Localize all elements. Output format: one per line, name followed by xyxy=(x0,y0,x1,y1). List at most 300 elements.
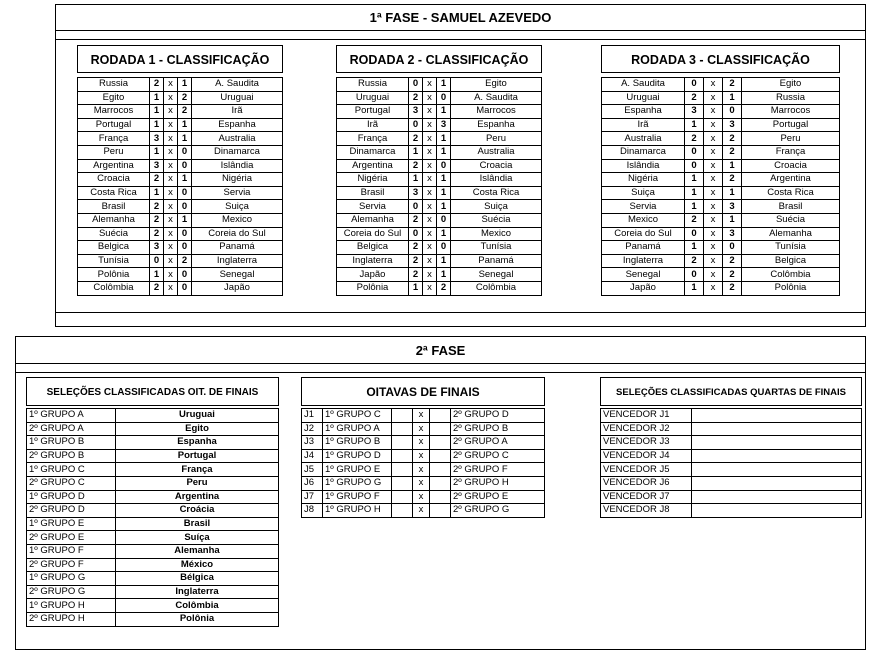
round-title: RODADA 2 - CLASSIFICAÇÃO xyxy=(336,45,542,73)
home-slot: 1º GRUPO F xyxy=(323,490,392,504)
group-position: 1º GRUPO D xyxy=(27,490,116,504)
home-score-empty xyxy=(392,476,413,490)
home-team: Alemanha xyxy=(337,213,409,227)
match-row xyxy=(337,200,542,214)
match-row xyxy=(602,213,840,227)
match-row xyxy=(337,241,542,255)
away-team: Espanha xyxy=(451,118,542,132)
home-score-empty xyxy=(392,490,413,504)
group-position: 2º GRUPO H xyxy=(27,612,116,626)
away-team: Colômbia xyxy=(742,268,840,282)
away-score: 2 xyxy=(723,132,742,146)
fase2-panel xyxy=(15,336,866,650)
away-score: 0 xyxy=(437,213,451,227)
winner-label: VENCEDOR J7 xyxy=(601,490,692,504)
classificadas-oitavas-table xyxy=(26,408,279,627)
home-team: Belgica xyxy=(78,241,150,255)
home-score: 0 xyxy=(409,118,423,132)
qualified-row xyxy=(27,463,279,477)
versus-mark: x xyxy=(704,227,723,241)
match-row xyxy=(78,227,283,241)
match-row xyxy=(337,132,542,146)
versus-mark: x xyxy=(704,186,723,200)
home-score: 3 xyxy=(150,241,164,255)
match-id: J3 xyxy=(302,436,323,450)
away-score-empty xyxy=(430,449,451,463)
away-team: Colômbia xyxy=(451,281,542,295)
quarterfinal-row xyxy=(601,490,862,504)
away-team: Panamá xyxy=(451,254,542,268)
home-team: Coreia do Sul xyxy=(602,227,685,241)
qualified-row xyxy=(27,476,279,490)
match-row xyxy=(602,159,840,173)
away-score-empty xyxy=(430,476,451,490)
away-score: 1 xyxy=(437,186,451,200)
home-team: Uruguai xyxy=(602,91,685,105)
home-score: 1 xyxy=(409,281,423,295)
away-score: 1 xyxy=(437,227,451,241)
home-score: 0 xyxy=(685,227,704,241)
round-of-16-row xyxy=(302,490,545,504)
home-score: 3 xyxy=(409,105,423,119)
away-score-empty xyxy=(430,490,451,504)
match-row xyxy=(337,159,542,173)
home-score: 2 xyxy=(409,91,423,105)
versus-mark: x xyxy=(423,173,437,187)
versus-mark: x xyxy=(704,105,723,119)
versus-mark: x xyxy=(423,132,437,146)
home-score-empty xyxy=(392,422,413,436)
qualified-row xyxy=(27,504,279,518)
versus-mark: x xyxy=(423,159,437,173)
home-team: Dinamarca xyxy=(602,145,685,159)
match-row xyxy=(337,105,542,119)
group-position: 2º GRUPO C xyxy=(27,476,116,490)
away-score: 2 xyxy=(723,173,742,187)
away-score: 3 xyxy=(437,118,451,132)
home-score-empty xyxy=(392,463,413,477)
match-row xyxy=(602,145,840,159)
versus-mark: x xyxy=(423,227,437,241)
round-of-16-row xyxy=(302,436,545,450)
winner-label: VENCEDOR J5 xyxy=(601,463,692,477)
match-row xyxy=(602,105,840,119)
classificadas-oitavas xyxy=(26,377,279,627)
away-score: 0 xyxy=(723,241,742,255)
versus-mark: x xyxy=(164,241,178,255)
away-score: 0 xyxy=(178,268,192,282)
away-team: Australia xyxy=(451,145,542,159)
group-position: 1º GRUPO F xyxy=(27,544,116,558)
home-score-empty xyxy=(392,436,413,450)
versus-mark: x xyxy=(423,118,437,132)
home-score: 1 xyxy=(150,118,164,132)
home-slot: 1º GRUPO C xyxy=(323,409,392,423)
match-row xyxy=(78,186,283,200)
winner-label: VENCEDOR J6 xyxy=(601,476,692,490)
winner-team-empty xyxy=(692,409,862,423)
away-team: Japão xyxy=(192,281,283,295)
match-row xyxy=(78,145,283,159)
away-team: Peru xyxy=(451,132,542,146)
home-score: 2 xyxy=(685,254,704,268)
qualified-team: França xyxy=(116,463,279,477)
match-row xyxy=(78,159,283,173)
quarterfinal-row xyxy=(601,422,862,436)
match-id: J1 xyxy=(302,409,323,423)
away-team: Islândia xyxy=(451,173,542,187)
away-score-empty xyxy=(430,409,451,423)
home-slot: 1º GRUPO H xyxy=(323,504,392,518)
away-slot: 2º GRUPO C xyxy=(451,449,545,463)
away-team: Dinamarca xyxy=(192,145,283,159)
qualified-row xyxy=(27,409,279,423)
away-team: Polônia xyxy=(742,281,840,295)
home-team: Irã xyxy=(337,118,409,132)
home-slot: 1º GRUPO G xyxy=(323,476,392,490)
home-score: 1 xyxy=(150,186,164,200)
qualified-team: Inglaterra xyxy=(116,585,279,599)
home-score: 3 xyxy=(685,105,704,119)
versus-mark: x xyxy=(413,490,430,504)
away-team: Suécia xyxy=(742,213,840,227)
winner-team-empty xyxy=(692,463,862,477)
match-row xyxy=(602,281,840,295)
qualified-team: Peru xyxy=(116,476,279,490)
round-of-16-row xyxy=(302,409,545,423)
classificadas-quartas xyxy=(600,377,862,518)
qualified-row xyxy=(27,558,279,572)
versus-mark: x xyxy=(413,476,430,490)
home-team: Servia xyxy=(337,200,409,214)
qualified-team: Polônia xyxy=(116,612,279,626)
home-score: 2 xyxy=(150,281,164,295)
away-score: 1 xyxy=(437,105,451,119)
home-score: 1 xyxy=(685,200,704,214)
home-score: 2 xyxy=(685,132,704,146)
away-score: 1 xyxy=(178,118,192,132)
home-score: 1 xyxy=(150,105,164,119)
away-slot: 2º GRUPO H xyxy=(451,476,545,490)
home-team: Suécia xyxy=(78,227,150,241)
group-position: 2º GRUPO E xyxy=(27,531,116,545)
away-score: 2 xyxy=(723,145,742,159)
home-team: França xyxy=(337,132,409,146)
round-1 xyxy=(77,45,283,296)
match-row xyxy=(78,268,283,282)
match-row xyxy=(78,91,283,105)
round-of-16-row xyxy=(302,504,545,518)
home-score: 0 xyxy=(409,227,423,241)
versus-mark: x xyxy=(413,422,430,436)
fase1-panel xyxy=(55,4,866,327)
match-row xyxy=(78,173,283,187)
qualified-team: Alemanha xyxy=(116,544,279,558)
group-position: 2º GRUPO A xyxy=(27,422,116,436)
home-team: Australia xyxy=(602,132,685,146)
home-score: 2 xyxy=(409,254,423,268)
match-row xyxy=(78,78,283,92)
away-score: 1 xyxy=(178,173,192,187)
qualified-row xyxy=(27,544,279,558)
versus-mark: x xyxy=(164,91,178,105)
versus-mark: x xyxy=(164,254,178,268)
away-team: Costa Rica xyxy=(742,186,840,200)
away-score: 0 xyxy=(437,241,451,255)
match-row xyxy=(602,132,840,146)
home-team: Coreia do Sul xyxy=(337,227,409,241)
away-score: 0 xyxy=(437,91,451,105)
winner-team-empty xyxy=(692,436,862,450)
home-score: 2 xyxy=(150,173,164,187)
home-slot: 1º GRUPO A xyxy=(323,422,392,436)
qualified-row xyxy=(27,612,279,626)
qualified-team: Argentina xyxy=(116,490,279,504)
home-team: Espanha xyxy=(602,105,685,119)
quarterfinal-row xyxy=(601,504,862,518)
match-row xyxy=(602,200,840,214)
away-team: Irã xyxy=(192,105,283,119)
versus-mark: x xyxy=(423,200,437,214)
away-score: 2 xyxy=(178,105,192,119)
versus-mark: x xyxy=(704,200,723,214)
away-team: Suécia xyxy=(451,213,542,227)
home-slot: 1º GRUPO E xyxy=(323,463,392,477)
home-team: Marrocos xyxy=(78,105,150,119)
home-team: Panamá xyxy=(602,241,685,255)
qualified-row xyxy=(27,599,279,613)
versus-mark: x xyxy=(164,227,178,241)
round-table xyxy=(336,77,542,296)
home-score-empty xyxy=(392,504,413,518)
round-table xyxy=(77,77,283,296)
home-score: 1 xyxy=(150,145,164,159)
away-score: 1 xyxy=(437,200,451,214)
away-score: 1 xyxy=(437,254,451,268)
away-score: 0 xyxy=(178,281,192,295)
away-slot: 2º GRUPO B xyxy=(451,422,545,436)
group-position: 1º GRUPO A xyxy=(27,409,116,423)
versus-mark: x xyxy=(423,186,437,200)
away-score: 1 xyxy=(437,173,451,187)
match-row xyxy=(78,118,283,132)
quarterfinal-row xyxy=(601,463,862,477)
home-team: Uruguai xyxy=(337,91,409,105)
versus-mark: x xyxy=(704,281,723,295)
home-score: 1 xyxy=(685,281,704,295)
qualified-team: Colômbia xyxy=(116,599,279,613)
away-score: 2 xyxy=(723,254,742,268)
home-score: 1 xyxy=(685,173,704,187)
match-row xyxy=(78,254,283,268)
versus-mark: x xyxy=(413,504,430,518)
round-3 xyxy=(601,45,840,296)
away-team: Coreia do Sul xyxy=(192,227,283,241)
quarterfinal-row xyxy=(601,409,862,423)
away-score: 0 xyxy=(178,200,192,214)
away-score: 2 xyxy=(723,268,742,282)
versus-mark: x xyxy=(413,463,430,477)
versus-mark: x xyxy=(423,145,437,159)
match-row xyxy=(78,200,283,214)
away-score: 2 xyxy=(178,254,192,268)
qualified-team: Portugal xyxy=(116,449,279,463)
group-position: 1º GRUPO E xyxy=(27,517,116,531)
box-title: OITAVAS DE FINAIS xyxy=(301,377,545,406)
match-row xyxy=(337,78,542,92)
away-team: Servia xyxy=(192,186,283,200)
quarterfinal-row xyxy=(601,476,862,490)
home-team: Alemanha xyxy=(78,213,150,227)
versus-mark: x xyxy=(164,105,178,119)
home-score: 2 xyxy=(685,213,704,227)
home-score: 3 xyxy=(409,186,423,200)
match-row xyxy=(78,281,283,295)
match-row xyxy=(337,254,542,268)
away-score: 1 xyxy=(178,132,192,146)
home-score: 2 xyxy=(150,227,164,241)
match-row xyxy=(602,241,840,255)
match-row xyxy=(337,91,542,105)
versus-mark: x xyxy=(164,132,178,146)
away-team: Islândia xyxy=(192,159,283,173)
away-score-empty xyxy=(430,504,451,518)
qualified-team: Uruguai xyxy=(116,409,279,423)
versus-mark: x xyxy=(423,254,437,268)
match-row xyxy=(78,213,283,227)
away-team: Tunísia xyxy=(451,241,542,255)
home-score: 0 xyxy=(685,78,704,92)
versus-mark: x xyxy=(164,118,178,132)
qualified-row xyxy=(27,490,279,504)
away-team: Croacia xyxy=(742,159,840,173)
oitavas-de-finais xyxy=(301,377,545,518)
home-score: 2 xyxy=(685,91,704,105)
away-score: 1 xyxy=(437,132,451,146)
home-team: Senegal xyxy=(602,268,685,282)
home-team: Brasil xyxy=(78,200,150,214)
group-position: 1º GRUPO B xyxy=(27,436,116,450)
away-score-empty xyxy=(430,422,451,436)
group-position: 2º GRUPO D xyxy=(27,504,116,518)
home-slot: 1º GRUPO D xyxy=(323,449,392,463)
match-row xyxy=(78,105,283,119)
match-id: J6 xyxy=(302,476,323,490)
match-row xyxy=(337,227,542,241)
home-team: Dinamarca xyxy=(337,145,409,159)
match-id: J8 xyxy=(302,504,323,518)
versus-mark: x xyxy=(704,159,723,173)
group-position: 1º GRUPO G xyxy=(27,572,116,586)
away-score-empty xyxy=(430,436,451,450)
away-team: França xyxy=(742,145,840,159)
qualified-row xyxy=(27,449,279,463)
versus-mark: x xyxy=(704,91,723,105)
match-row xyxy=(337,268,542,282)
qualified-row xyxy=(27,422,279,436)
home-score-empty xyxy=(392,409,413,423)
away-team: Tunísia xyxy=(742,241,840,255)
qualified-team: Croácia xyxy=(116,504,279,518)
away-team: Suiça xyxy=(192,200,283,214)
quarterfinal-row xyxy=(601,436,862,450)
home-team: Polônia xyxy=(337,281,409,295)
versus-mark: x xyxy=(423,241,437,255)
away-slot: 2º GRUPO F xyxy=(451,463,545,477)
home-score: 1 xyxy=(409,173,423,187)
home-team: Nigéria xyxy=(337,173,409,187)
away-team: Belgica xyxy=(742,254,840,268)
group-position: 2º GRUPO F xyxy=(27,558,116,572)
away-team: Russia xyxy=(742,91,840,105)
versus-mark: x xyxy=(704,173,723,187)
versus-mark: x xyxy=(164,281,178,295)
box-title: SELEÇÕES CLASSIFICADAS QUARTAS DE FINAIS xyxy=(600,377,862,406)
match-id: J4 xyxy=(302,449,323,463)
versus-mark: x xyxy=(413,436,430,450)
versus-mark: x xyxy=(704,254,723,268)
away-slot: 2º GRUPO D xyxy=(451,409,545,423)
home-team: Peru xyxy=(78,145,150,159)
away-team: Espanha xyxy=(192,118,283,132)
versus-mark: x xyxy=(704,78,723,92)
versus-mark: x xyxy=(704,118,723,132)
versus-mark: x xyxy=(164,213,178,227)
home-team: Inglaterra xyxy=(337,254,409,268)
winner-team-empty xyxy=(692,490,862,504)
versus-mark: x xyxy=(423,78,437,92)
home-team: Japão xyxy=(602,281,685,295)
home-score: 0 xyxy=(685,268,704,282)
home-score: 0 xyxy=(409,78,423,92)
home-team: Brasil xyxy=(337,186,409,200)
home-team: Belgica xyxy=(337,241,409,255)
winner-label: VENCEDOR J1 xyxy=(601,409,692,423)
home-team: Costa Rica xyxy=(78,186,150,200)
match-id: J7 xyxy=(302,490,323,504)
away-score: 2 xyxy=(723,78,742,92)
away-team: Nigéria xyxy=(192,173,283,187)
away-team: A. Saudita xyxy=(451,91,542,105)
away-team: Portugal xyxy=(742,118,840,132)
home-score: 1 xyxy=(150,268,164,282)
match-row xyxy=(337,186,542,200)
away-team: Suiça xyxy=(451,200,542,214)
round-of-16-row xyxy=(302,463,545,477)
home-team: Egito xyxy=(78,91,150,105)
home-score: 0 xyxy=(150,254,164,268)
home-score: 0 xyxy=(685,145,704,159)
versus-mark: x xyxy=(413,409,430,423)
away-score: 2 xyxy=(437,281,451,295)
versus-mark: x xyxy=(164,173,178,187)
versus-mark: x xyxy=(164,159,178,173)
away-team: Uruguai xyxy=(192,91,283,105)
away-team: Senegal xyxy=(451,268,542,282)
home-score: 1 xyxy=(150,91,164,105)
qualified-row xyxy=(27,572,279,586)
home-team: Colômbia xyxy=(78,281,150,295)
away-team: Egito xyxy=(742,78,840,92)
home-score: 0 xyxy=(685,159,704,173)
home-team: Portugal xyxy=(78,118,150,132)
away-team: Costa Rica xyxy=(451,186,542,200)
versus-mark: x xyxy=(704,241,723,255)
away-team: Panamá xyxy=(192,241,283,255)
away-score: 1 xyxy=(723,159,742,173)
away-score: 1 xyxy=(723,186,742,200)
home-team: Japão xyxy=(337,268,409,282)
